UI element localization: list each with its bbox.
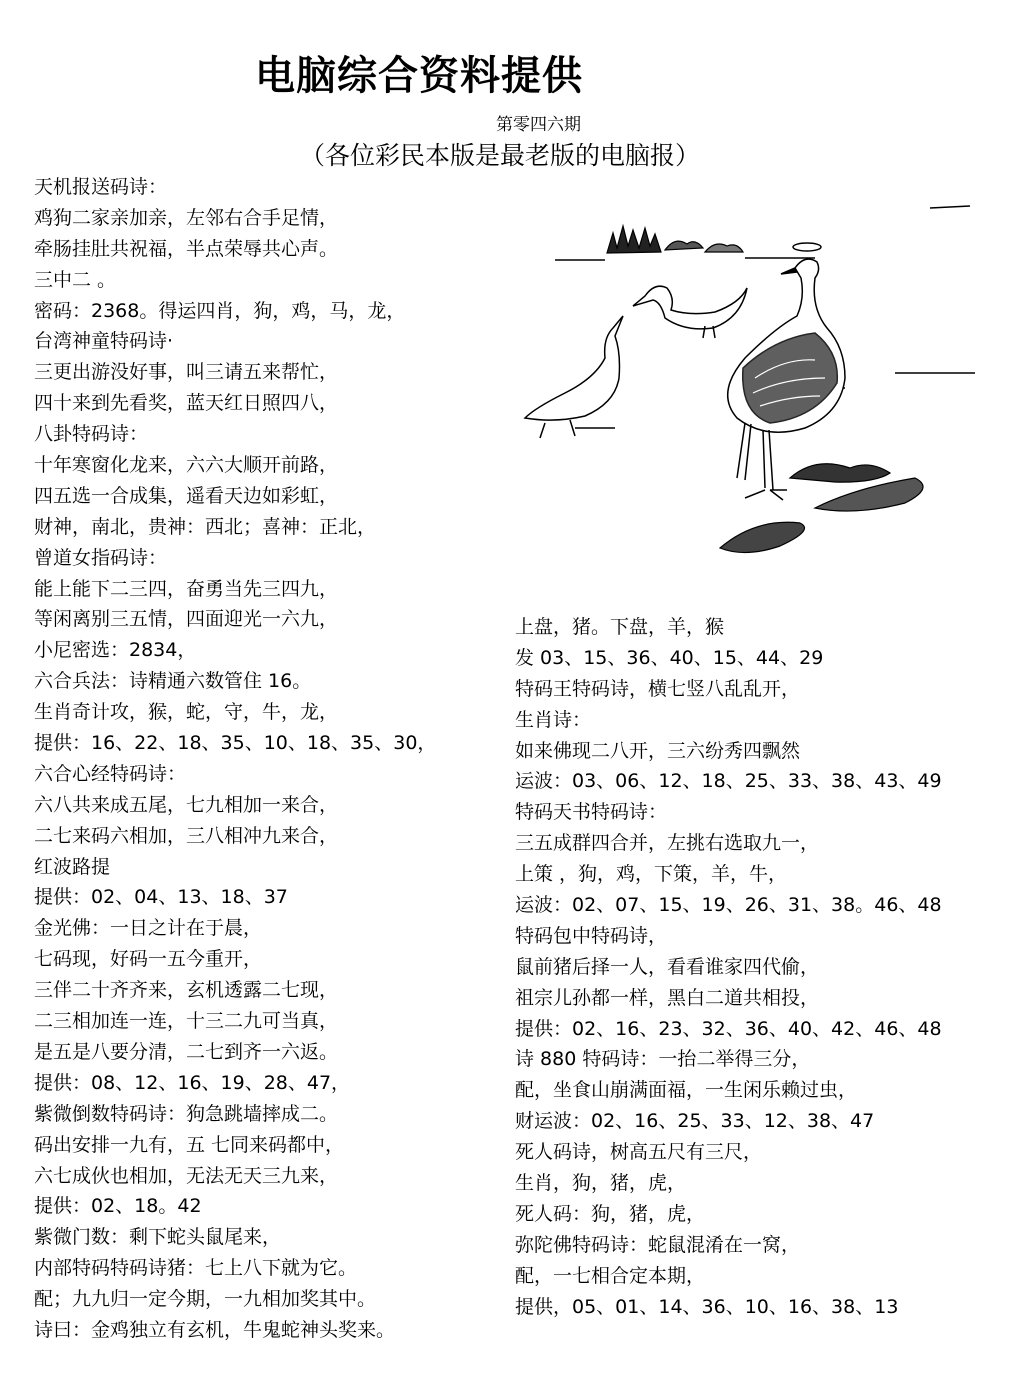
- text-line: 能上能下二三四，奋勇当先三四九，: [34, 577, 339, 600]
- text-line: 红波路提: [34, 855, 111, 878]
- text-line: 小尼密选：2834，: [34, 639, 197, 662]
- text-line: 紫微门数：剩下蛇头鼠尾来，: [34, 1226, 282, 1249]
- text-line: 三伴二十齐齐来，玄机透露二七现，: [34, 979, 339, 1002]
- text-line: 生肖诗：: [515, 708, 592, 731]
- text-line: 四五选一合成集，遥看天边如彩虹，: [34, 484, 339, 507]
- text-line: 等闲离别三五情，四面迎光一六九，: [34, 608, 339, 631]
- goose-lower-drawing: [525, 316, 623, 438]
- text-line: 提供：16、22、18、35、10、18、35、30，: [34, 732, 437, 755]
- text-line: 三中二 。: [34, 268, 117, 291]
- text-line: 内部特码特码诗猪：七上八下就为它。: [34, 1257, 358, 1280]
- text-line: 配；九九归一定今期，一九相加奖其中。: [34, 1288, 377, 1311]
- text-line: 天机报送码诗：: [34, 176, 168, 198]
- text-line: 三更出游没好事，叫三请五来帮忙，: [34, 361, 339, 384]
- subtitle: （各位彩民本版是最老版的电脑报）: [300, 141, 701, 170]
- text-line: 特码天书特码诗：: [515, 801, 668, 824]
- text-line: 弥陀佛特码诗：蛇鼠混淆在一窝，: [515, 1233, 801, 1256]
- text-line: 台湾神童特码诗·: [34, 330, 174, 353]
- text-line: 六八共来成五尾，七九相加一来合，: [34, 793, 339, 816]
- text-line: 密码：2368。得运四肖，狗，鸡，马，龙，: [34, 299, 406, 322]
- text-line: 八卦特码诗：: [34, 423, 149, 446]
- text-line: 如来佛现二八开，三六纷秀四飘然: [515, 739, 801, 762]
- text-line: 上盘，猪。下盘，羊，猴: [515, 616, 725, 638]
- text-line: 死人码诗，树高五尺有三尺，: [515, 1141, 763, 1164]
- text-line: 六合心经特码诗：: [34, 762, 187, 785]
- text-line: 提供：02、18。42: [34, 1195, 202, 1218]
- text-line: 提供：02、16、23、32、36、40、42、46、48: [515, 1017, 942, 1040]
- page-title: 电脑综合资料提供: [255, 53, 583, 99]
- text-line: 发 03、15、36、40、15、44、29: [515, 646, 824, 669]
- crane-geese-illustration: [515, 178, 985, 598]
- text-line: 二三相加连一连，十三二九可当真，: [34, 1010, 339, 1033]
- text-line: 特码王特码诗，横七竖八乱乱开，: [515, 677, 801, 700]
- text-line: 提供：02、04、13、18、37: [34, 886, 288, 909]
- text-line: 生肖，狗，猪，虎，: [515, 1172, 687, 1195]
- text-line: 特码包中特码诗，: [515, 924, 668, 947]
- text-line: 六七成伙也相加，无法无天三九来，: [34, 1164, 339, 1187]
- text-line: 牵肠挂肚共祝福，半点荣辱共心声。: [34, 237, 339, 260]
- text-line: 诗曰：金鸡独立有玄机，牛鬼蛇神头奖来。: [34, 1318, 396, 1341]
- left-column: [34, 172, 504, 1346]
- crane-drawing: [728, 243, 845, 500]
- text-line: 运波：02、07、15、19、26、31、38。46、48: [515, 894, 942, 917]
- text-line: 金光佛：一日之计在于晨，: [34, 917, 263, 940]
- text-line: 三五成群四合并，左挑右选取九一，: [515, 832, 820, 855]
- issue-number: 第零四六期: [496, 115, 581, 135]
- text-line: 紫微倒数特码诗：狗急跳墙摔成二。: [34, 1102, 339, 1125]
- text-line: 配，坐食山崩满面福，一生闲乐赖过虫，: [515, 1079, 858, 1102]
- text-line: 曾道女指码诗：: [34, 546, 168, 569]
- text-line: 二七来码六相加，三八相冲九来合，: [34, 824, 339, 847]
- text-line: 上策 ，狗，鸡，下策，羊，牛，: [515, 863, 788, 886]
- text-line: 诗 880 特码诗：一抬二举得三分，: [515, 1048, 811, 1071]
- text-line: 码出安排一九有，五 七同来码都中，: [34, 1133, 345, 1156]
- text-line: 祖宗儿孙都一样，黑白二道共相投，: [515, 986, 820, 1009]
- text-line: 鸡狗二家亲加亲，左邻右合手足情，: [34, 206, 339, 229]
- text-line: 四十来到先看奖，蓝天红日照四八，: [34, 392, 339, 415]
- text-line: 十年寒窗化龙来，六六大顺开前路，: [34, 454, 339, 477]
- rocks-drawing: [720, 464, 923, 553]
- goose-upper-drawing: [633, 286, 747, 338]
- text-line: 提供，05、01、14、36、10、16、38、13: [515, 1295, 899, 1318]
- text-line: 配，一七相合定本期，: [515, 1264, 706, 1287]
- text-line: 生肖奇计攻，猴，蛇，守，牛，龙，: [34, 701, 339, 724]
- text-line: 鼠前猪后择一人，看看谁家四代偷，: [515, 955, 820, 978]
- text-line: 运波：03、06、12、18、25、33、38、43、49: [515, 770, 942, 793]
- text-line: 是五是八要分清，二七到齐一六返。: [34, 1040, 339, 1063]
- text-line: 提供：08、12、16、19、28、47，: [34, 1071, 351, 1094]
- text-line: 七码现，好码一五今重开，: [34, 948, 263, 971]
- text-line: 财神，南北，贵神：西北；喜神：正北，: [34, 515, 377, 538]
- text-line: 六合兵法：诗精通六数管住 16。: [34, 670, 312, 693]
- right-column: [515, 612, 1010, 1322]
- text-line: 死人码：狗，猪，虎，: [515, 1202, 706, 1225]
- text-line: 财运波：02、16、25、33、12、38、47: [515, 1110, 875, 1133]
- shrub-drawing: [607, 226, 743, 253]
